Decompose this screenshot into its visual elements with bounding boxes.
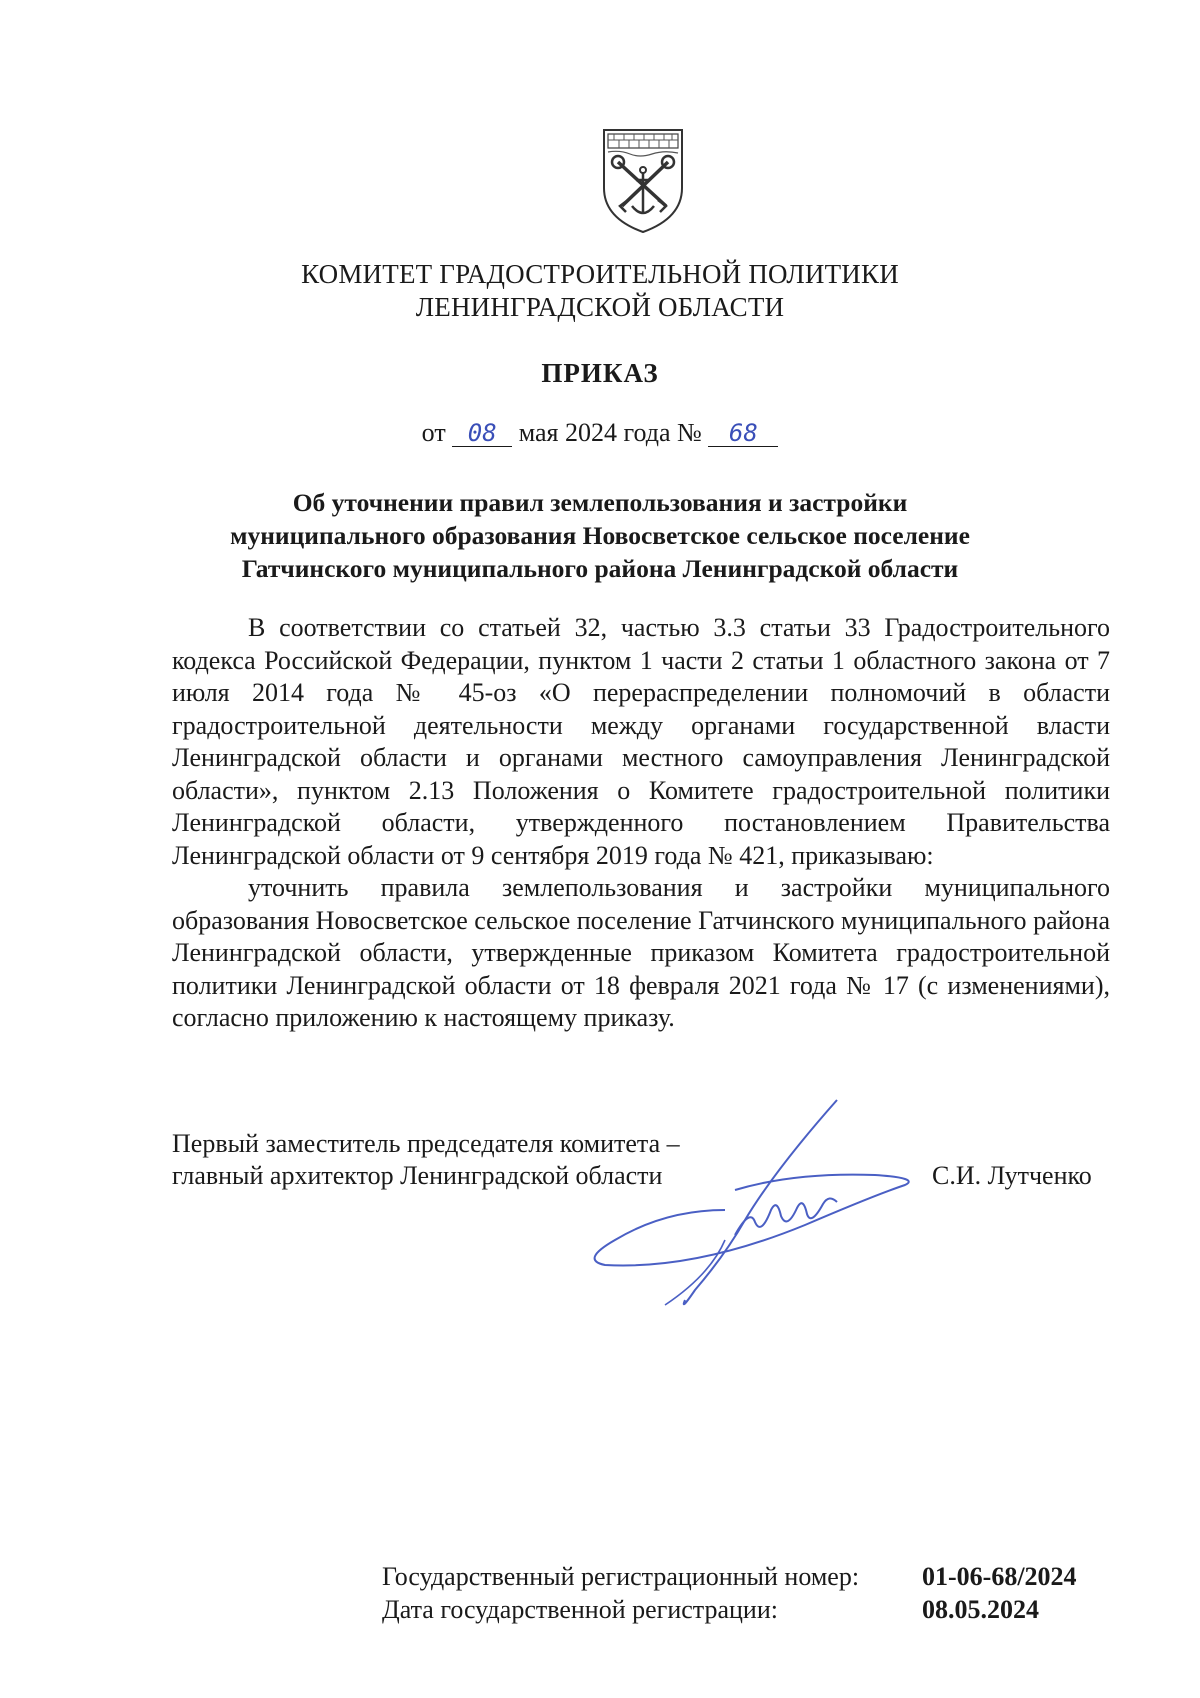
registration-date-row: [382, 1593, 1102, 1626]
date-number-line: [0, 418, 1200, 448]
handwritten-order-number: 68: [708, 420, 778, 447]
date-prefix: от: [421, 418, 446, 447]
signer-position-line-2: главный архитектор Ленинградской области: [172, 1161, 663, 1190]
registration-number-value: 01-06-68/2024: [922, 1562, 1077, 1591]
body-paragraph-2: уточнить правила землепользования и застройки муниципального образования Новосветское сельское поселение Гатчинского муниципального района Ленинградской области, утвержденные приказом Комитета градостроительной политики Ленинградской области от 18 февраля 2021 года № 17 (с изменениями), согласно приложению к настоящему приказу.: [172, 873, 1110, 1032]
document-type-title: ПРИКАЗ: [541, 358, 659, 388]
signer-position-line-1: Первый заместитель председателя комитета –: [172, 1129, 680, 1158]
registration-date-label: Дата государственной регистрации:: [382, 1595, 778, 1624]
subject-line-2: муниципального образования Новосветское сельское поселение: [230, 521, 970, 550]
registration-block: [382, 1560, 1102, 1626]
subject-line-1: Об уточнении правил землепользования и застройки: [292, 488, 908, 517]
organization-title: [0, 258, 1200, 324]
signer-position: [172, 1128, 680, 1192]
date-month-year: мая 2024 года №: [518, 418, 702, 447]
registration-number-row: [382, 1560, 1102, 1593]
registration-number-label: Государственный регистрационный номер:: [382, 1562, 860, 1591]
handwritten-day: 08: [452, 420, 512, 447]
body-paragraph-1: В соответствии со статьей 32, частью 3.3 статьи 33 Градостроительного кодекса Российской Федерации, пунктом 1 части 2 статьи 1 областного закона от 7 июля 2014 года № 45-оз «О перераспределении полномочий в области градостроительной деятельности между органами государственной власти Ленинградской области и органами местного самоуправления Ленинградской области», пунктом 2.13 Положения о Комитете градостроительной политики Ленинградской области, утвержденного постановлением Правительства Ленинградской области от 9 сентября 2019 года № 421, приказываю:: [172, 613, 1110, 870]
document-subject: [0, 486, 1200, 585]
subject-line-3: Гатчинского муниципального района Ленинградской области: [241, 554, 959, 583]
document-body: [172, 612, 1110, 1035]
registration-date-value: 08.05.2024: [922, 1595, 1039, 1624]
organization-title-line-2: ЛЕНИНГРАДСКОЙ ОБЛАСТИ: [415, 292, 785, 322]
signer-name: С.И. Лутченко: [932, 1161, 1092, 1190]
organization-title-line-1: КОМИТЕТ ГРАДОСТРОИТЕЛЬНОЙ ПОЛИТИКИ: [301, 259, 899, 289]
coat-of-arms-emblem: [600, 126, 686, 236]
handwritten-signature: [575, 1090, 960, 1320]
